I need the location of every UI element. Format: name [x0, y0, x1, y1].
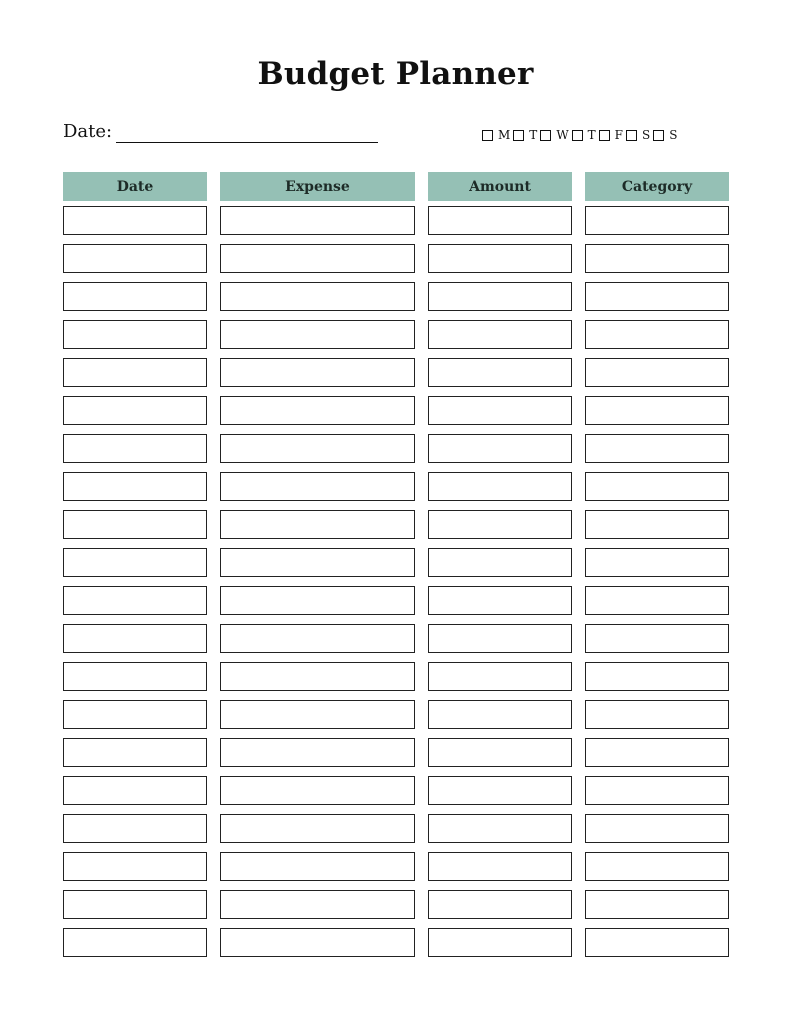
amount-input-cell[interactable] — [428, 510, 572, 539]
amount-input-cell[interactable] — [428, 890, 572, 919]
amount-input-cell[interactable] — [428, 320, 572, 349]
weekday-letter: T — [529, 128, 538, 142]
weekday-checkbox[interactable] — [540, 130, 551, 141]
date-input-cell[interactable] — [63, 738, 207, 767]
amount-input-cell[interactable] — [428, 396, 572, 425]
column-header-amount: Amount — [428, 172, 572, 201]
weekday-checkbox[interactable] — [513, 130, 524, 141]
category-input-cell[interactable] — [585, 624, 729, 653]
weekday-letter: S — [642, 128, 651, 142]
weekday-checkbox[interactable] — [572, 130, 583, 141]
expense-input-cell[interactable] — [220, 700, 415, 729]
category-input-cell[interactable] — [585, 814, 729, 843]
expense-input-cell[interactable] — [220, 206, 415, 235]
date-input-cell[interactable] — [63, 548, 207, 577]
date-input-cell[interactable] — [63, 662, 207, 691]
amount-input-cell[interactable] — [428, 738, 572, 767]
amount-input-cell[interactable] — [428, 206, 572, 235]
expense-input-cell[interactable] — [220, 890, 415, 919]
date-input-cell[interactable] — [63, 928, 207, 957]
expense-input-cell[interactable] — [220, 320, 415, 349]
category-input-cell[interactable] — [585, 472, 729, 501]
category-input-cell[interactable] — [585, 320, 729, 349]
date-input-cell[interactable] — [63, 624, 207, 653]
weekday-friday — [599, 128, 626, 142]
date-input-cell[interactable] — [63, 510, 207, 539]
amount-input-cell[interactable] — [428, 928, 572, 957]
amount-input-cell[interactable] — [428, 434, 572, 463]
date-input-cell[interactable] — [63, 700, 207, 729]
amount-input-cell[interactable] — [428, 244, 572, 273]
expense-input-cell[interactable] — [220, 624, 415, 653]
date-input-cell[interactable] — [63, 320, 207, 349]
amount-input-cell[interactable] — [428, 282, 572, 311]
date-input-cell[interactable] — [63, 852, 207, 881]
date-input-cell[interactable] — [63, 434, 207, 463]
weekday-sunday — [653, 128, 680, 142]
category-input-cell[interactable] — [585, 206, 729, 235]
amount-input-cell[interactable] — [428, 776, 572, 805]
amount-input-cell[interactable] — [428, 472, 572, 501]
weekday-letter: F — [614, 128, 623, 142]
category-input-cell[interactable] — [585, 548, 729, 577]
column-header-expense: Expense — [220, 172, 415, 201]
weekday-thursday — [572, 128, 599, 142]
category-input-cell[interactable] — [585, 928, 729, 957]
date-input-cell[interactable] — [63, 244, 207, 273]
weekday-checkbox[interactable] — [599, 130, 610, 141]
expense-input-cell[interactable] — [220, 738, 415, 767]
weekday-monday — [482, 128, 513, 142]
category-input-cell[interactable] — [585, 586, 729, 615]
weekday-saturday — [626, 128, 653, 142]
date-label: Date: — [63, 121, 113, 142]
amount-input-cell[interactable] — [428, 624, 572, 653]
category-input-cell[interactable] — [585, 358, 729, 387]
category-input-cell[interactable] — [585, 396, 729, 425]
category-input-cell[interactable] — [585, 776, 729, 805]
category-input-cell[interactable] — [585, 738, 729, 767]
date-input-cell[interactable] — [63, 206, 207, 235]
expense-input-cell[interactable] — [220, 282, 415, 311]
expense-input-cell[interactable] — [220, 814, 415, 843]
category-input-cell[interactable] — [585, 700, 729, 729]
expense-input-cell[interactable] — [220, 662, 415, 691]
date-field-row — [63, 120, 378, 143]
weekday-wednesday — [540, 128, 571, 142]
column-header-category: Category — [585, 172, 729, 201]
date-input-cell[interactable] — [63, 776, 207, 805]
amount-input-cell[interactable] — [428, 662, 572, 691]
amount-input-cell[interactable] — [428, 814, 572, 843]
amount-input-cell[interactable] — [428, 548, 572, 577]
category-input-cell[interactable] — [585, 662, 729, 691]
weekday-tuesday — [513, 128, 540, 142]
amount-input-cell[interactable] — [428, 586, 572, 615]
category-input-cell[interactable] — [585, 434, 729, 463]
page-title: Budget Planner — [257, 56, 534, 92]
amount-input-cell[interactable] — [428, 852, 572, 881]
date-input-cell[interactable] — [63, 396, 207, 425]
expense-input-cell[interactable] — [220, 548, 415, 577]
date-input-cell[interactable] — [63, 358, 207, 387]
weekday-checkbox[interactable] — [626, 130, 637, 141]
category-input-cell[interactable] — [585, 510, 729, 539]
expense-input-cell[interactable] — [220, 852, 415, 881]
column-header-date: Date — [63, 172, 207, 201]
date-input-cell[interactable] — [63, 814, 207, 843]
expense-input-cell[interactable] — [220, 472, 415, 501]
weekday-checkbox[interactable] — [653, 130, 664, 141]
amount-input-cell[interactable] — [428, 700, 572, 729]
expense-input-cell[interactable] — [220, 776, 415, 805]
weekday-letter: M — [498, 128, 511, 142]
expense-input-cell[interactable] — [220, 244, 415, 273]
expense-input-cell[interactable] — [220, 434, 415, 463]
expense-input-cell[interactable] — [220, 510, 415, 539]
date-input-cell[interactable] — [63, 472, 207, 501]
weekday-letter: W — [556, 128, 569, 142]
weekday-checkbox[interactable] — [482, 130, 493, 141]
category-input-cell[interactable] — [585, 852, 729, 881]
category-input-cell[interactable] — [585, 890, 729, 919]
weekday-checkboxes — [482, 128, 680, 142]
category-input-cell[interactable] — [585, 244, 729, 273]
date-input-cell[interactable] — [63, 282, 207, 311]
date-input-cell[interactable] — [63, 890, 207, 919]
expense-input-cell[interactable] — [220, 586, 415, 615]
weekday-letter: S — [669, 128, 678, 142]
date-input-cell[interactable] — [63, 586, 207, 615]
expense-input-cell[interactable] — [220, 358, 415, 387]
amount-input-cell[interactable] — [428, 358, 572, 387]
weekday-letter: T — [587, 128, 596, 142]
expense-input-cell[interactable] — [220, 396, 415, 425]
date-input-line[interactable] — [116, 120, 378, 143]
expense-input-cell[interactable] — [220, 928, 415, 957]
category-input-cell[interactable] — [585, 282, 729, 311]
